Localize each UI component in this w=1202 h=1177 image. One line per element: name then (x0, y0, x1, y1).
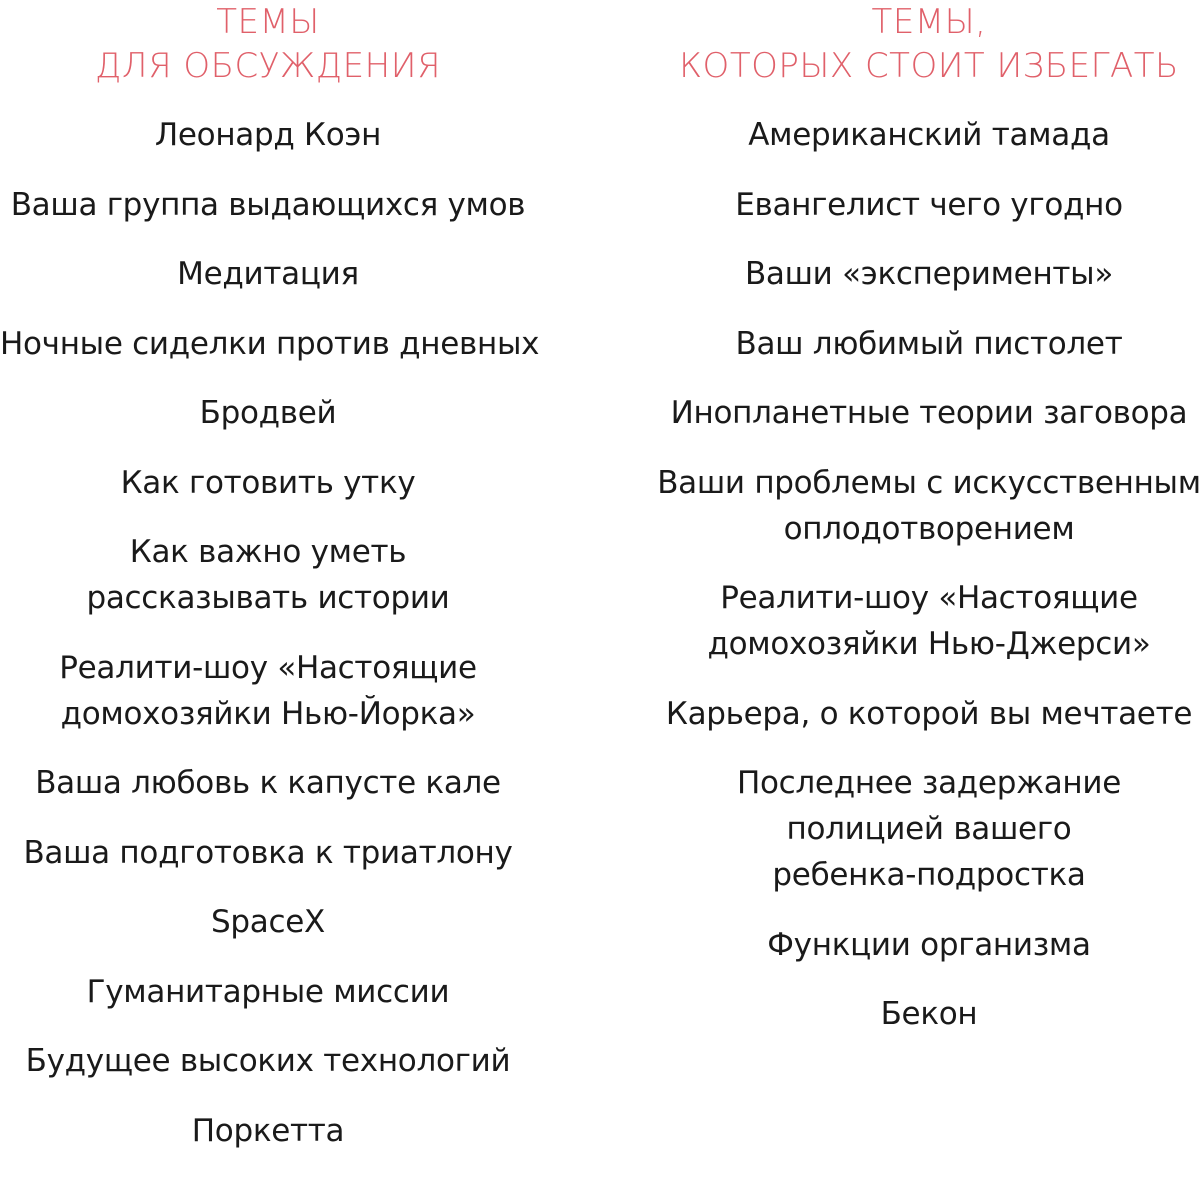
topics-to-discuss-heading (0, 0, 536, 86)
topic-item (0, 321, 540, 367)
topic-item (0, 899, 536, 945)
topic-item (656, 390, 1202, 436)
heading-line: ДЛЯ ОБСУЖДЕНИЯ (94, 46, 442, 86)
topics-to-avoid-column (656, 0, 1202, 1061)
topic-item-line: рассказывать истории (86, 580, 450, 616)
topic-item-line: Инопланетные теории заговора (670, 395, 1188, 431)
topic-item-line: Реалити-шоу «Настоящие (59, 649, 477, 686)
topics-to-discuss-column (0, 0, 540, 1177)
topic-item (656, 575, 1202, 667)
topic-item (656, 112, 1202, 158)
topic-item-line: Ночные сиделки против дневных (0, 325, 540, 362)
topic-item (0, 830, 536, 876)
topic-item (0, 1108, 536, 1154)
topic-item (656, 760, 1202, 898)
topic-item-line: ребенка-подростка (772, 857, 1086, 893)
topic-item-line: Американский тамада (748, 117, 1110, 153)
topic-item (0, 251, 536, 297)
topic-item-line: Гуманитарные миссии (86, 973, 450, 1010)
topic-item (656, 460, 1202, 552)
topic-item-line: Карьера, о которой вы мечтаете (665, 695, 1193, 732)
topic-item (0, 645, 536, 737)
topic-item (0, 390, 536, 436)
topic-item-line: Последнее задержание (737, 765, 1121, 801)
topic-item (0, 182, 536, 228)
topic-item-line: домохозяйки Нью-Джерси» (707, 626, 1151, 662)
topics-to-discuss-list (0, 112, 540, 1154)
topic-item-line: оплодотворением (783, 510, 1075, 547)
topic-item-line: Бекон (880, 996, 978, 1032)
topic-item-line: Евангелист чего угодно (735, 186, 1123, 223)
topic-item-line: Как важно уметь (129, 534, 407, 570)
topic-item (0, 112, 536, 158)
topic-item-line: Ваши проблемы с искусственным (657, 464, 1201, 501)
topic-item-line: Ваш любимый пистолет (735, 325, 1123, 362)
topics-to-avoid-list (656, 112, 1202, 1037)
topics-to-avoid-heading (656, 0, 1202, 86)
topic-item-line: Ваша подготовка к триатлону (23, 834, 513, 871)
topic-item (656, 922, 1202, 968)
topic-item-line: Поркетта (191, 1112, 345, 1149)
topic-item (656, 182, 1202, 228)
topic-item (656, 691, 1202, 737)
heading-line: ТЕМЫ, (871, 2, 987, 42)
topic-item-line: полицией вашего (786, 811, 1072, 847)
topic-item-line: Медитация (177, 256, 359, 292)
topic-item-line: SpaceX (211, 904, 325, 940)
topic-item-line: Бродвей (199, 395, 337, 431)
topic-item (656, 991, 1202, 1037)
topic-item-line: Ваша любовь к капусте кале (35, 765, 501, 801)
topic-item (0, 969, 536, 1015)
topic-item-line: домохозяйки Нью-Йорка» (60, 695, 476, 732)
topic-item-line: Будущее высоких технологий (25, 1043, 511, 1079)
topic-item (656, 321, 1202, 367)
heading-line: ТЕМЫ (216, 2, 320, 42)
topic-item-line: Ваша группа выдающихся умов (10, 186, 526, 223)
topic-item-line: Ваши «эксперименты» (744, 256, 1114, 292)
topic-item-line: Леонард Коэн (154, 117, 382, 153)
topic-item-line: Функции организма (767, 926, 1091, 963)
topic-item-line: Реалити-шоу «Настоящие (720, 580, 1138, 616)
topic-item (0, 760, 536, 806)
topic-item (0, 529, 536, 621)
topic-item (0, 460, 536, 506)
heading-line: КОТОРЫХ СТОИТ ИЗБЕГАТЬ (679, 46, 1179, 86)
topic-item (0, 1038, 536, 1084)
topic-item (656, 251, 1202, 297)
topic-item-line: Как готовить утку (120, 464, 416, 501)
